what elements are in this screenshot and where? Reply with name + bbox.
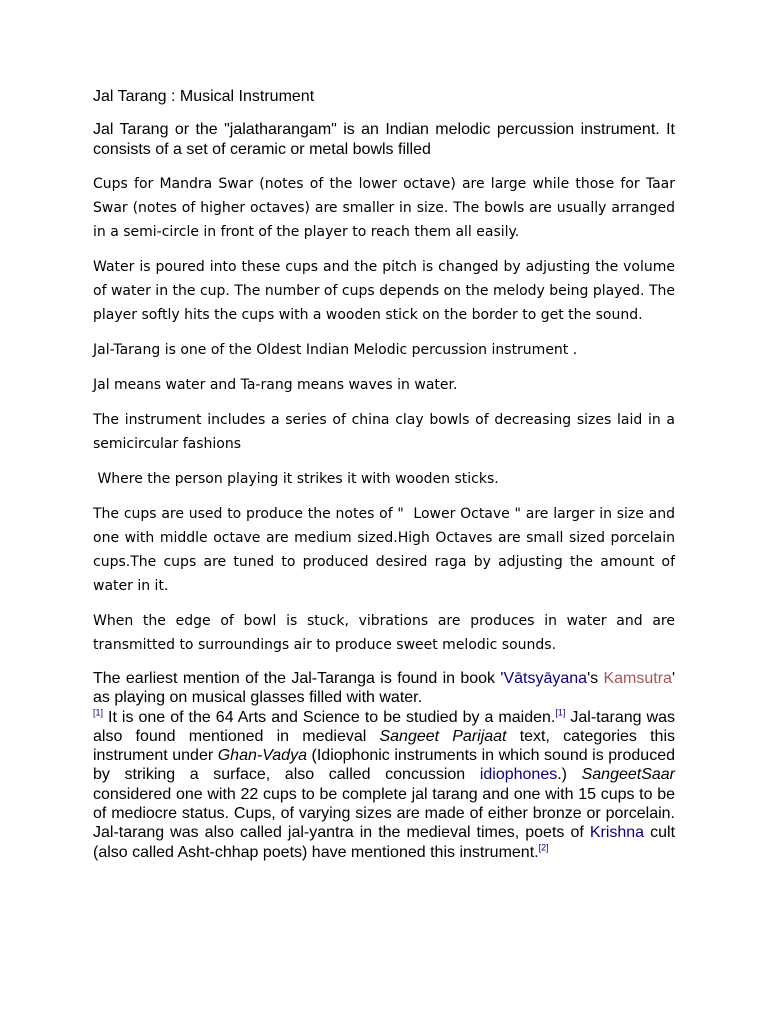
em-ghan-vadya: Ghan-Vadya: [217, 747, 307, 765]
history-text: text, categories this instrument under: [93, 727, 675, 765]
document-page: [93, 86, 680, 862]
document-title: Jal Tarang : Musical Instrument: [93, 88, 315, 105]
history-text: cult (also called Asht-chhap poets) have mentioned this instrument.: [93, 824, 676, 861]
em-sangeetsaar: SangeetSaar: [581, 766, 675, 784]
link-kamsutra[interactable]: Kamsutra: [603, 670, 672, 687]
paragraph-oldest: Jal-Tarang is one of the Oldest Indian Melodic percussion instrument .: [93, 342, 578, 358]
history-text: The earliest mention of the Jal-Taranga is found in book ': [93, 670, 504, 687]
history-text: (Idiophonic instruments in which sound is produced by striking a surface, also called concussion: [93, 747, 675, 784]
reference-link-1[interactable]: [1]: [93, 707, 104, 718]
history-text: considered one with 22 cups to be complete jal tarang and one with 15 cups to be of mediocre status. Cups, of varying sizes are made of either bronze or porcelain. Jal-tarang was also called jal-yantra in the medieval times, poets of: [93, 785, 675, 842]
paragraph-china-bowls: The instrument includes a series of china clay bowls of decreasing sizes laid in a semicircular fashions: [93, 412, 675, 452]
paragraph-cups-swar: Cups for Mandra Swar (notes of the lower octave) are large while those for Taar Swar (notes of higher octaves) are smaller in size. The bowls are usually arranged in a semi-circle in front of the player to reach them all easily.: [93, 176, 675, 240]
paragraph-water-pitch: Water is poured into these cups and the pitch is changed by adjusting the volume of water in the cup. The number of cups depends on the melody being played. The player softly hits the cups with a wooden stick on the border to get the sound.: [93, 259, 675, 323]
lead-paragraph: Jal Tarang or the "jalatharangam" is an Indian melodic percussion instrument. It consists of a set of ceramic or metal bowls filled: [93, 121, 675, 158]
paragraph-meaning: Jal means water and Ta-rang means waves in water.: [93, 377, 458, 393]
history-text: ' as playing on musical glasses filled with water.: [93, 670, 676, 707]
em-sangeet-parijaat: Sangeet Parijaat: [379, 727, 507, 745]
history-text: It is one of the 64 Arts and Science to be studied by a maiden.: [103, 708, 556, 726]
history-text: 's: [587, 670, 604, 687]
history-paragraph: [93, 669, 675, 862]
history-text: Jal-tarang was also found mentioned in medieval: [93, 708, 675, 745]
link-vatsyayana[interactable]: Vātsyāyana: [503, 670, 588, 687]
paragraph-octaves: The cups are used to produce the notes of " Lower Octave " are larger in size and one with middle octave are medium sized.High Octaves are small sized porcelain cups.The cups are tuned to produced desired raga by adjusting the amount of water in it.: [93, 506, 680, 594]
link-krishna[interactable]: Krishna: [589, 824, 645, 842]
paragraph-vibrations: When the edge of bowl is stuck, vibrations are produces in water and are transmitted to surroundings air to produce sweet melodic sounds.: [93, 613, 675, 653]
history-text: .): [557, 766, 582, 784]
reference-link-2[interactable]: [2]: [538, 842, 549, 853]
paragraph-wooden-sticks: Where the person playing it strikes it with wooden sticks.: [93, 471, 499, 487]
reference-link-1b[interactable]: [1]: [555, 707, 566, 718]
link-idiophones[interactable]: idiophones: [479, 766, 558, 784]
